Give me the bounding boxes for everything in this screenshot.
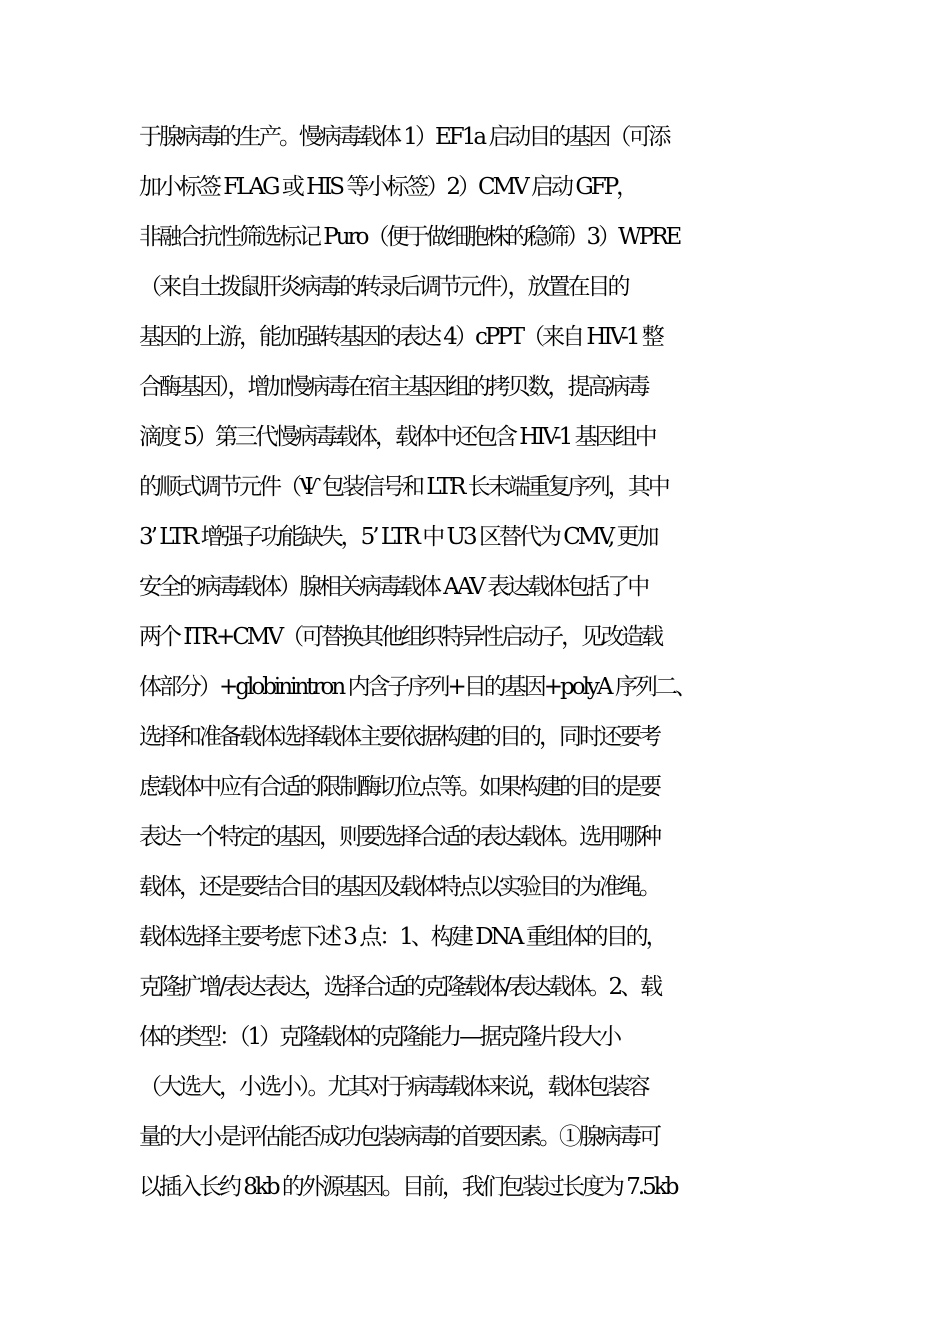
text-line: 克隆扩增/表达表达，选择合适的克隆载体/表达载体。2、载 bbox=[139, 974, 661, 1000]
text-line: 滴度 5）第三代慢病毒载体，载体中还包含 HIV-1 基因组中 bbox=[139, 424, 655, 450]
text-line: 的顺式调节元件（Ѱ 包装信号和 LTR 长末端重复序列，其中 bbox=[139, 474, 668, 500]
text-line: 选择和准备载体选择载体主要依据构建的目的，同时还要考 bbox=[139, 724, 659, 750]
text-line: 加小标签 FLAG 或 HIS 等小标签）2）CMV 启动 GFP， bbox=[139, 174, 637, 200]
text-line: 两个 ITR+CMV（可替换其他组织特异性启动子，见改造载 bbox=[139, 624, 662, 650]
text-line: 体部分）+globinintron 内含子序列+目的基因+polyA 序列二、 bbox=[139, 674, 695, 700]
text-line: 载体，还是要结合目的基因及载体特点以实验目的为准绳。 bbox=[139, 874, 659, 900]
text-line: 载体选择主要考虑下述 3 点：1、构建 DNA 重组体的目的， bbox=[139, 924, 666, 950]
text-line: （大选大，小选小）。尤其对于病毒载体来说，载体包装容 bbox=[139, 1074, 648, 1100]
text-line: 于腺病毒的生产。慢病毒载体 1）EF1a 启动目的基因（可添 bbox=[139, 124, 669, 150]
text-line: 合酶基因），增加慢病毒在宿主基因组的拷贝数，提高病毒 bbox=[139, 374, 648, 400]
text-line: 量的大小是评估能否成功包装病毒的首要因素。①腺病毒可 bbox=[139, 1124, 659, 1150]
text-line: （来自土拨鼠肝炎病毒的转录后调节元件），放置在目的 bbox=[139, 274, 628, 300]
text-line: 表达一个特定的基因，则要选择合适的表达载体。选用哪种 bbox=[139, 824, 659, 850]
text-line: 以插入长约 8kb 的外源基因。目前，我们包装过长度为 7.5kb bbox=[139, 1174, 677, 1200]
text-line: 基因的上游，能加强转基因的表达 4）cPPT（来自 HIV-1 整 bbox=[139, 324, 662, 350]
text-line: 体的类型：（1）克隆载体的克隆能力—据克隆片段大小 bbox=[139, 1024, 620, 1050]
body-text bbox=[139, 112, 819, 1212]
text-line: 虑载体中应有合适的限制酶切位点等。如果构建的目的是要 bbox=[139, 774, 659, 800]
text-line: 非融合抗性筛选标记 Puro（便于做细胞株的稳筛）3）WPRE bbox=[139, 224, 680, 250]
text-line: 安全的病毒载体）腺相关病毒载体 AAV 表达载体包括了中 bbox=[139, 574, 648, 600]
text-line: 3’ LTR 增强子功能缺失，5’ LTR 中 U3 区替代为 CMV, 更加 bbox=[139, 524, 657, 550]
